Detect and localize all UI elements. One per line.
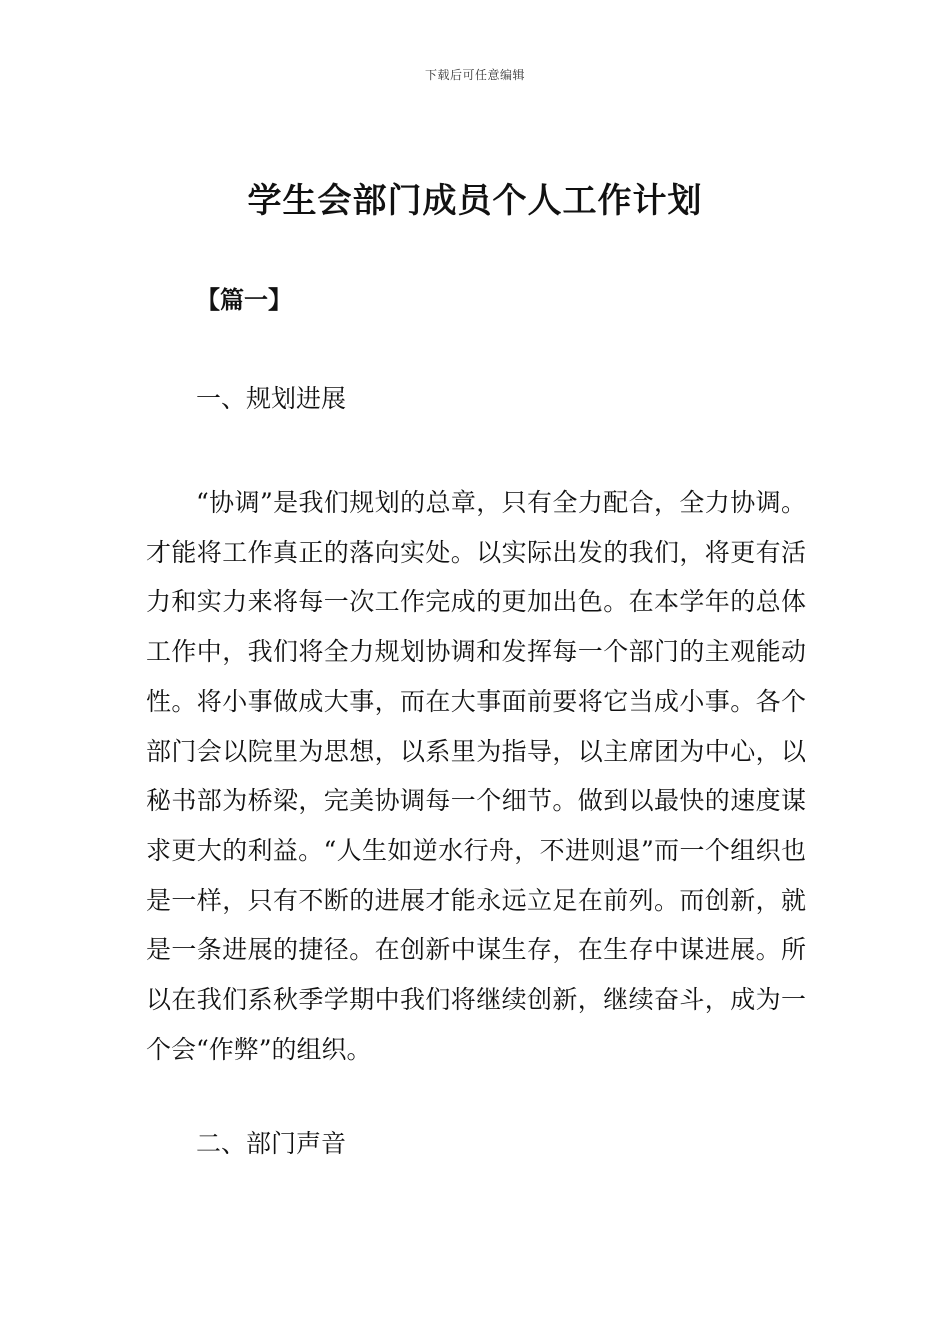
- header-note: 下载后可任意编辑: [424, 68, 525, 82]
- body-paragraph: “协调”是我们规划的总章，只有全力配合，全力协调。才能将工作真正的落向实处。以实际出发的我们，将更有活力和实力来将每一次工作完成的更加出色。在本学年的总体工作中，我们将全力规划协调和发挥每一个部门的主观能动性。将小事做成大事，而在大事面前要将它当成小事。各个部门会以院里为思想，以系里为指导，以主席团为中心，以秘书部为桥梁，完美协调每一个细节。做到以最快的速度谋求更大的利益。“人生如逆水行舟，不进则退”而一个组织也是一样，只有不断的进展才能永远立足在前列。而创新，就是一条进展的捷径。在创新中谋生存，在生存中谋进展。所以在我们系秋季学期中我们将继续创新，继续奋斗，成为一个会“作弊”的组织。: [146, 488, 806, 1064]
- document-title: 学生会部门成员个人工作计划: [247, 181, 703, 221]
- section-label: 【篇一】: [196, 286, 292, 314]
- section-heading-department-voice: 二、部门声音: [196, 1129, 347, 1158]
- section-heading-planning: 一、规划进展: [196, 384, 347, 413]
